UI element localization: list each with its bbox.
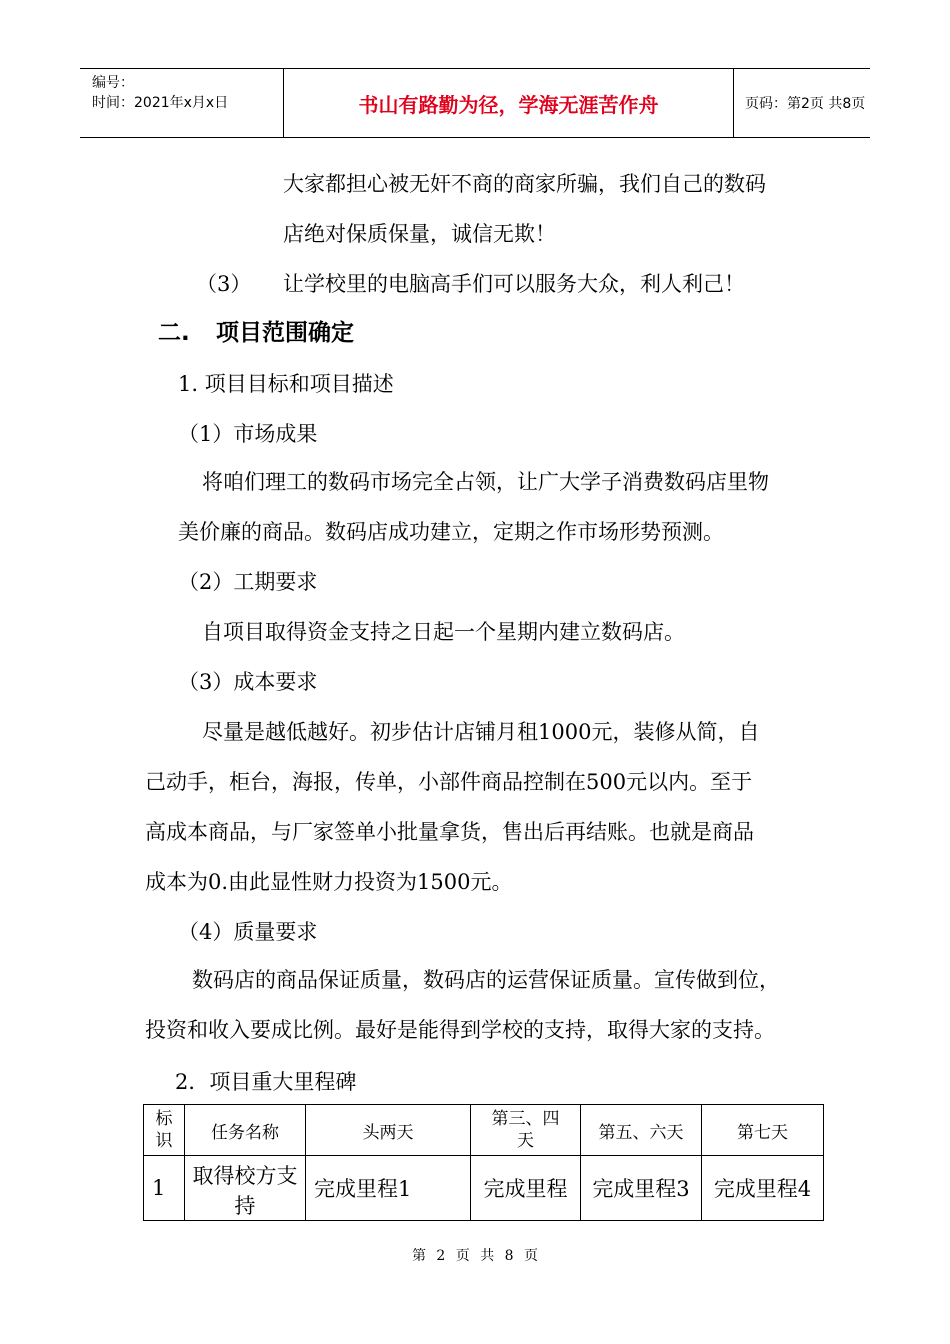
paragraph-line: 己动手，柜台，海报，传单，小部件商品控制在500元以内。至于	[145, 770, 753, 794]
subsection-title: 1. 项目目标和项目描述	[178, 372, 394, 396]
header-cell-text: 识	[155, 1131, 173, 1151]
table-cell: 完成里程	[471, 1156, 581, 1221]
header-cell: 第五、六天	[581, 1105, 702, 1156]
item-title: （1）市场成果	[178, 422, 318, 446]
header-cell-task: 任务名称	[185, 1105, 306, 1156]
page-header	[80, 68, 870, 138]
item-title: （3）成本要求	[178, 670, 318, 694]
table-cell: 完成里程4	[702, 1156, 824, 1221]
item-text: 让学校里的电脑高手们可以服务大众，利人利己！	[283, 272, 745, 296]
table-row	[144, 1156, 824, 1221]
header-meta	[80, 69, 284, 137]
paragraph-line: 投资和收入要成比例。最好是能得到学校的支持，取得大家的支持。	[145, 1018, 775, 1042]
header-cell	[471, 1105, 581, 1156]
section-number: 二.	[158, 320, 190, 346]
section-heading	[158, 318, 354, 348]
paragraph-line: 自项目取得资金支持之日起一个星期内建立数码店。	[202, 620, 685, 644]
header-cell-text: 第三、四	[491, 1109, 560, 1129]
table-cell-id: 1	[144, 1156, 185, 1221]
header-cell: 第七天	[702, 1105, 824, 1156]
item-title: （4）质量要求	[178, 920, 318, 944]
header-cell-id	[144, 1105, 185, 1156]
subsection-title: 2．项目重大里程碑	[175, 1070, 357, 1094]
header-cell-text: 天	[517, 1131, 534, 1151]
paragraph-line: 将咱们理工的数码市场完全占领，让广大学子消费数码店里物	[202, 470, 769, 494]
section-title: 项目范围确定	[216, 320, 354, 346]
item-number: （3）	[196, 272, 252, 296]
header-motto: 书山有路勤为径，学海无涯苦作舟	[284, 69, 734, 137]
header-cell: 头两天	[306, 1105, 471, 1156]
page-footer: 第 2 页 共 8 页	[411, 1248, 539, 1264]
paragraph-line: 高成本商品，与厂家签单小批量拿货，售出后再结账。也就是商品	[145, 820, 754, 844]
paragraph-line: 大家都担心被无奸不商的商家所骗，我们自己的数码	[283, 172, 766, 196]
header-page-info: 页码：第2页 共8页	[745, 96, 866, 112]
item-title: （2）工期要求	[178, 570, 318, 594]
milestone-table	[143, 1104, 824, 1221]
date-label: 时间：2021年x月x日	[92, 95, 229, 111]
paragraph-line: 成本为0.由此显性财力投资为1500元。	[145, 870, 513, 894]
paragraph-line: 数码店的商品保证质量，数码店的运营保证质量。宣传做到位，	[192, 968, 780, 992]
table-cell: 完成里程3	[581, 1156, 702, 1221]
header-cell-text: 标	[155, 1109, 173, 1129]
table-cell-task: 取得校方支持	[185, 1156, 306, 1221]
paragraph-line: 店绝对保质保量，诚信无欺！	[283, 222, 556, 246]
number-label: 编号：	[92, 75, 134, 91]
table-header-row	[144, 1105, 824, 1156]
paragraph-line: 美价廉的商品。数码店成功建立，定期之作市场形势预测。	[178, 520, 724, 544]
paragraph-line: 尽量是越低越好。初步估计店铺月租1000元，装修从简，自	[202, 720, 760, 744]
table-cell: 完成里程1	[306, 1156, 471, 1221]
